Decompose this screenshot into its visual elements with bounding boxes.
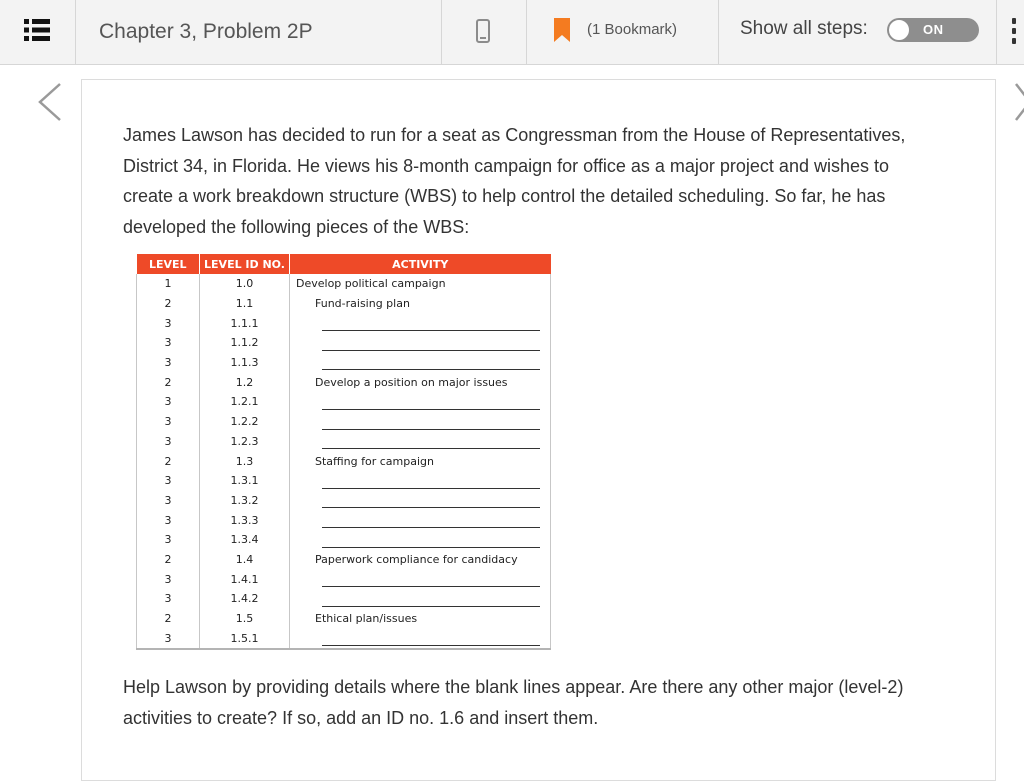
blank-line bbox=[322, 448, 540, 449]
blank-line bbox=[322, 606, 540, 607]
list-icon bbox=[24, 17, 50, 43]
blank-line bbox=[322, 527, 540, 528]
level-id-cell: 1.2.1 bbox=[200, 392, 290, 412]
chevron-left-icon bbox=[30, 80, 70, 124]
table-row bbox=[137, 589, 551, 609]
chevron-right-icon bbox=[1000, 80, 1024, 124]
activity-cell bbox=[290, 294, 551, 314]
show-steps-label: Show all steps: bbox=[740, 18, 868, 39]
level-cell: 3 bbox=[137, 353, 200, 373]
level-id-cell: 1.5 bbox=[200, 609, 290, 629]
problem-intro: James Lawson has decided to run for a seat as Congressman from the House of Representatives, District 34, in Florida. He views his 8-month campaign for office as a major project and wishes to create a work breakdown structure (WBS) to help control the detailed scheduling. So far, he has developed the following pieces of the WBS: bbox=[123, 125, 906, 237]
table-row bbox=[137, 432, 551, 452]
blank-line bbox=[322, 369, 540, 370]
table-row bbox=[137, 412, 551, 432]
table-row bbox=[137, 294, 551, 314]
level-id-cell: 1.3 bbox=[200, 451, 290, 471]
table-row bbox=[137, 609, 551, 629]
activity-cell bbox=[290, 510, 551, 530]
previous-problem-button[interactable] bbox=[30, 80, 70, 124]
blank-line bbox=[322, 586, 540, 587]
level-cell: 2 bbox=[137, 451, 200, 471]
level-cell: 3 bbox=[137, 313, 200, 333]
bookmark-icon bbox=[554, 18, 570, 42]
activity-text: Staffing for campaign bbox=[315, 454, 434, 468]
level-cell: 3 bbox=[137, 510, 200, 530]
table-row bbox=[137, 333, 551, 353]
blank-line bbox=[322, 330, 540, 331]
page-title: Chapter 3, Problem 2P bbox=[99, 20, 313, 43]
problem-card bbox=[81, 79, 996, 781]
activity-text: Develop a position on major issues bbox=[315, 375, 508, 389]
activity-cell bbox=[290, 372, 551, 392]
bookmark-count: (1 Bookmark) bbox=[587, 21, 678, 38]
activity-text: Ethical plan/issues bbox=[315, 612, 418, 626]
toggle-state: ON bbox=[923, 22, 944, 37]
blank-line bbox=[322, 645, 540, 646]
blank-line bbox=[322, 488, 540, 489]
table-row bbox=[137, 392, 551, 412]
table-row bbox=[137, 628, 551, 649]
bookmark-button[interactable] bbox=[526, 0, 719, 64]
mobile-view-button[interactable] bbox=[441, 0, 527, 64]
activity-cell bbox=[290, 353, 551, 373]
activity-cell bbox=[290, 471, 551, 491]
table-row bbox=[137, 372, 551, 392]
level-id-cell: 1.4 bbox=[200, 550, 290, 570]
activity-cell bbox=[290, 333, 551, 353]
level-cell: 3 bbox=[137, 589, 200, 609]
activity-text: Develop political campaign bbox=[296, 277, 446, 291]
activity-cell bbox=[290, 530, 551, 550]
activity-text: Fund-raising plan bbox=[315, 297, 410, 311]
level-cell: 2 bbox=[137, 372, 200, 392]
table-row bbox=[137, 550, 551, 570]
blank-line bbox=[322, 429, 540, 430]
table-row bbox=[137, 510, 551, 530]
table-row bbox=[137, 530, 551, 550]
title-cell bbox=[75, 0, 442, 64]
more-button[interactable] bbox=[996, 0, 1024, 64]
level-cell: 2 bbox=[137, 609, 200, 629]
level-id-cell: 1.1.3 bbox=[200, 353, 290, 373]
blank-line bbox=[322, 507, 540, 508]
level-id-cell: 1.2.2 bbox=[200, 412, 290, 432]
table-row bbox=[137, 313, 551, 333]
problem-question: Help Lawson by providing details where the blank lines appear. Are there any other major (level-2) activities to create? If so, add an ID no. 1.6 and insert them. bbox=[123, 677, 904, 728]
wbs-body bbox=[137, 274, 551, 649]
header-level-id: LEVEL ID NO. bbox=[200, 254, 290, 274]
level-id-cell: 1.3.1 bbox=[200, 471, 290, 491]
level-cell: 3 bbox=[137, 392, 200, 412]
level-cell: 1 bbox=[137, 274, 200, 294]
level-id-cell: 1.0 bbox=[200, 274, 290, 294]
next-problem-button[interactable] bbox=[1000, 80, 1024, 124]
level-cell: 3 bbox=[137, 491, 200, 511]
level-id-cell: 1.2 bbox=[200, 372, 290, 392]
wbs-header-row bbox=[137, 254, 551, 274]
table-row bbox=[137, 353, 551, 373]
level-cell: 3 bbox=[137, 432, 200, 452]
blank-line bbox=[322, 409, 540, 410]
level-cell: 2 bbox=[137, 550, 200, 570]
level-cell: 3 bbox=[137, 628, 200, 649]
activity-text: Paperwork compliance for candidacy bbox=[315, 552, 518, 566]
level-id-cell: 1.1.1 bbox=[200, 313, 290, 333]
level-cell: 3 bbox=[137, 412, 200, 432]
level-cell: 3 bbox=[137, 569, 200, 589]
show-steps-toggle[interactable] bbox=[887, 18, 979, 42]
table-row bbox=[137, 451, 551, 471]
activity-cell bbox=[290, 550, 551, 570]
activity-cell bbox=[290, 274, 551, 294]
level-id-cell: 1.5.1 bbox=[200, 628, 290, 649]
level-id-cell: 1.1 bbox=[200, 294, 290, 314]
more-icon bbox=[1012, 18, 1016, 46]
wbs-table bbox=[136, 254, 551, 650]
level-cell: 3 bbox=[137, 333, 200, 353]
header-activity: ACTIVITY bbox=[290, 254, 551, 274]
blank-line bbox=[322, 547, 540, 548]
activity-cell bbox=[290, 392, 551, 412]
level-id-cell: 1.3.4 bbox=[200, 530, 290, 550]
activity-cell bbox=[290, 313, 551, 333]
level-id-cell: 1.3.3 bbox=[200, 510, 290, 530]
menu-button[interactable] bbox=[0, 0, 76, 64]
level-cell: 3 bbox=[137, 530, 200, 550]
table-row bbox=[137, 274, 551, 294]
activity-cell bbox=[290, 589, 551, 609]
header-level: LEVEL bbox=[137, 254, 200, 274]
activity-cell bbox=[290, 569, 551, 589]
level-id-cell: 1.4.2 bbox=[200, 589, 290, 609]
activity-cell bbox=[290, 432, 551, 452]
mobile-icon bbox=[476, 19, 490, 43]
activity-cell bbox=[290, 451, 551, 471]
level-cell: 2 bbox=[137, 294, 200, 314]
blank-line bbox=[322, 350, 540, 351]
level-cell: 3 bbox=[137, 471, 200, 491]
activity-cell bbox=[290, 609, 551, 629]
table-row bbox=[137, 471, 551, 491]
level-id-cell: 1.3.2 bbox=[200, 491, 290, 511]
level-id-cell: 1.1.2 bbox=[200, 333, 290, 353]
table-row bbox=[137, 569, 551, 589]
activity-cell bbox=[290, 628, 551, 649]
show-steps-cell bbox=[718, 0, 997, 64]
activity-cell bbox=[290, 412, 551, 432]
level-id-cell: 1.2.3 bbox=[200, 432, 290, 452]
top-toolbar bbox=[0, 0, 1024, 65]
level-id-cell: 1.4.1 bbox=[200, 569, 290, 589]
toggle-knob bbox=[888, 19, 910, 41]
activity-cell bbox=[290, 491, 551, 511]
table-row bbox=[137, 491, 551, 511]
